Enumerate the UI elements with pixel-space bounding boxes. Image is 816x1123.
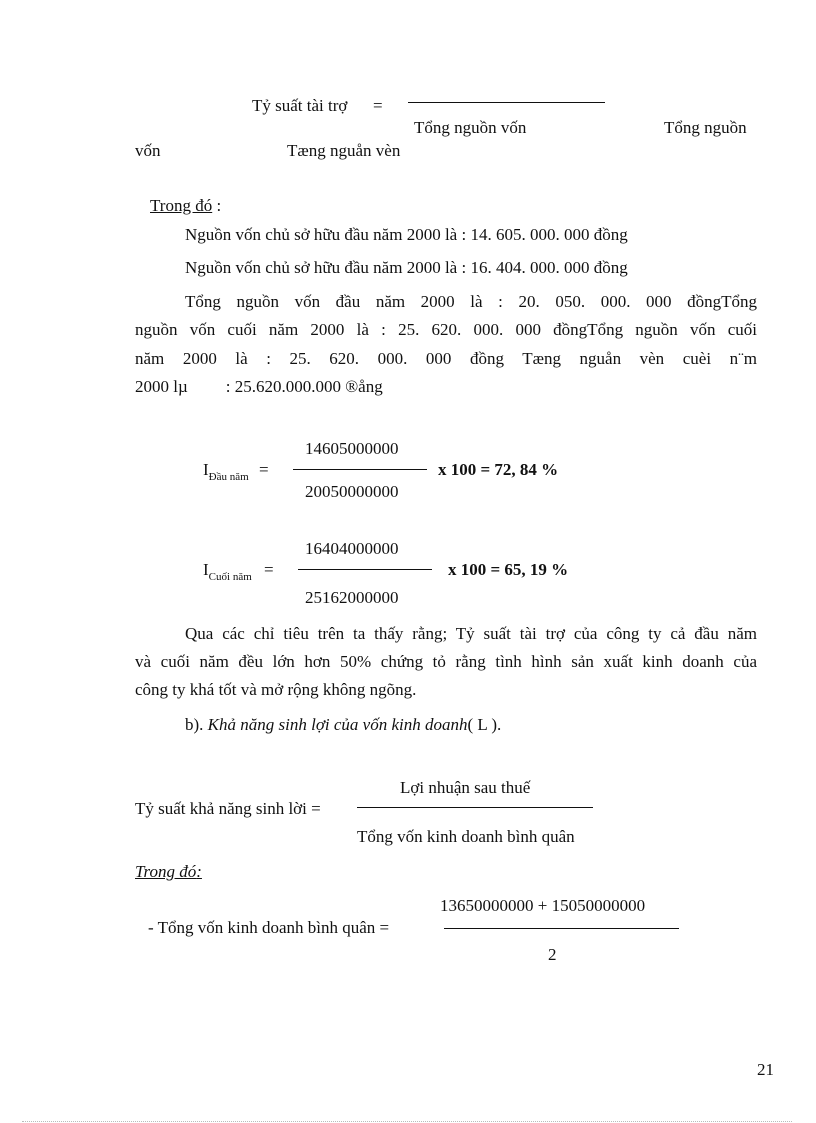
i-dau-denominator: 20050000000 xyxy=(305,482,399,501)
formula3-denominator: 2 xyxy=(548,945,557,964)
formula1-denominator: Tổng nguồn vốn xyxy=(414,118,527,137)
para-line-3: năm 2000 là : 25. 620. 000. 000 đồng Tæng nguån vèn cuèi n¨m xyxy=(135,349,757,368)
para-line-1: Tổng nguồn vốn đầu năm 2000 là : 20. 050. 000. 000 đồngTổng xyxy=(185,292,758,311)
formula1-eq: = xyxy=(373,96,383,115)
page-bottom-divider xyxy=(22,1121,792,1122)
i-cuoi-fraction-bar xyxy=(298,569,432,570)
formula1-garbled-a: Tổng nguồn xyxy=(664,118,747,137)
formula2-denominator: Tổng vốn kinh doanh bình quân xyxy=(357,827,575,846)
formula3-fraction-bar xyxy=(444,928,679,929)
formula2-numerator: Lợi nhuận sau thuế xyxy=(400,778,531,797)
formula1-fraction-bar xyxy=(408,102,605,103)
formula2-label: Tỷ suất khả năng sinh lời = xyxy=(135,799,321,818)
line-owner-capital-end: Nguồn vốn chủ sở hữu đầu năm 2000 là : 16. 404. 000. 000 đồng xyxy=(185,258,628,277)
formula1-garbled-b: vốn xyxy=(135,141,161,160)
i-dau-label: $I_{Đầu năm}$ = xyxy=(203,460,269,483)
section-b-heading: b). Khả năng sinh lợi của vốn kinh doanh( L ). xyxy=(185,715,502,734)
formula3-numerator: 13650000000 + 15050000000 xyxy=(440,896,646,915)
trong-do-heading-2: Trong đó: xyxy=(135,862,202,881)
conclusion-line-3: công ty khá tốt và mở rộng không ngõng. xyxy=(135,680,417,699)
conclusion-line-2: và cuối năm đều lớn hơn 50% chứng tỏ rằng tình hình sản xuất kinh doanh của xyxy=(135,652,757,671)
formula1-label: Tỷ suất tài trợ xyxy=(252,96,348,115)
trong-do-heading: Trong đó : xyxy=(150,196,222,215)
i-cuoi-result: x 100 = 65, 19 % xyxy=(448,560,569,579)
page-number: 21 xyxy=(757,1060,774,1079)
conclusion-line-1: Qua các chỉ tiêu trên ta thấy rằng; Tỷ suất tài trợ của công ty cả đầu năm xyxy=(185,624,757,643)
i-dau-result: x 100 = 72, 84 % xyxy=(438,460,559,479)
formula2-fraction-bar xyxy=(357,807,593,808)
formula3-label: - Tổng vốn kinh doanh bình quân = xyxy=(148,918,390,937)
para-line-2: nguồn vốn cuối năm 2000 là : 25. 620. 000. 000 đồngTổng nguồn vốn cuối xyxy=(135,320,757,339)
i-cuoi-denominator: 25162000000 xyxy=(305,588,399,607)
i-cuoi-numerator: 16404000000 xyxy=(305,539,399,558)
formula1-garbled-c: Tæng nguån vèn xyxy=(287,141,401,160)
i-dau-fraction-bar xyxy=(293,469,427,470)
para-line-4: 2000 lµ : 25.620.000.000 ®ång xyxy=(135,377,383,396)
line-owner-capital-start: Nguồn vốn chủ sở hữu đầu năm 2000 là : 14. 605. 000. 000 đồng xyxy=(185,225,628,244)
i-dau-numerator: 14605000000 xyxy=(305,439,399,458)
i-cuoi-label: $I_{Cuối năm}$ = xyxy=(203,560,274,583)
